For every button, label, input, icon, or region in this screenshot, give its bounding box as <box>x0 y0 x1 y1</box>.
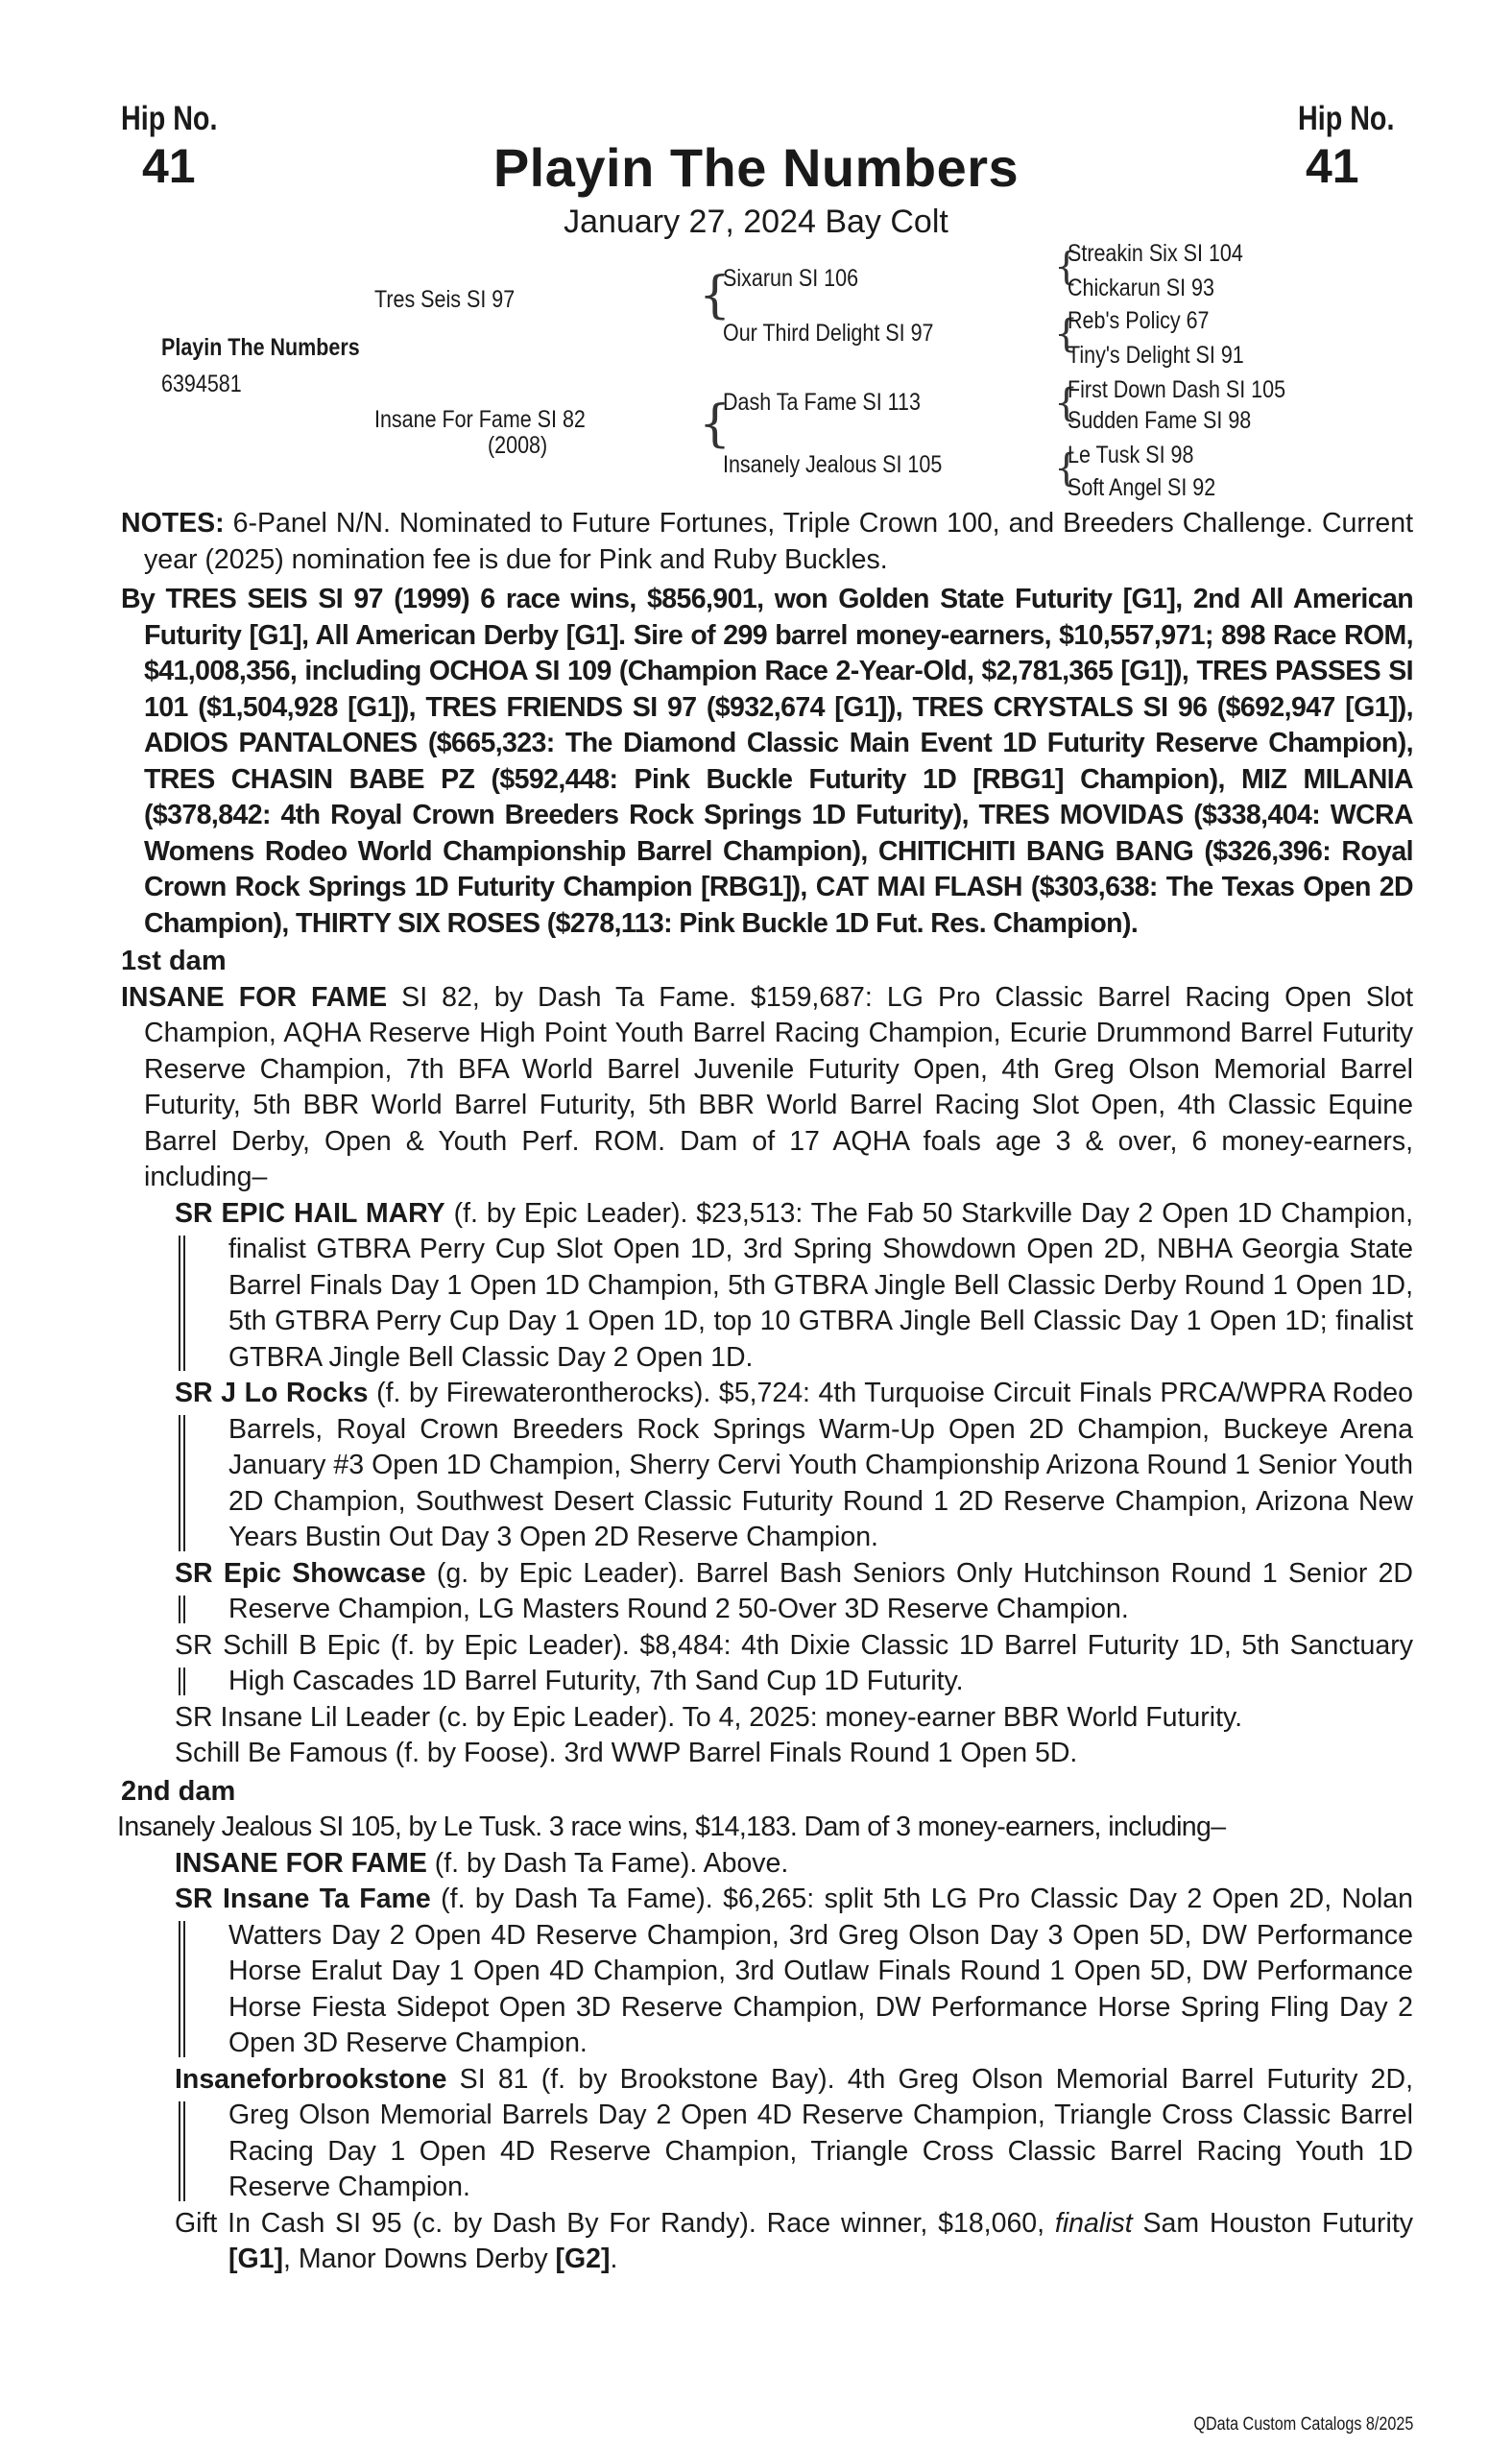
produce-text: (g. by Epic Leader). Barrel Bash Seniors Only Hutchinson Round 1 Senior 2D Reserve Champion, LG Masters Round 2 50-Over 3D Reserve Champion. <box>228 1557 1413 1624</box>
pedigree-sire: Tres Seis SI 97 <box>374 286 516 313</box>
second-dam-paragraph: Insanely Jealous SI 105, by Le Tusk. 3 race wins, $14,183. Dam of 3 money-earners, including– <box>117 1812 1226 1842</box>
produce-name: SR Insane Ta Fame <box>175 1884 431 1914</box>
pedigree-brace: { <box>1054 312 1079 356</box>
pedigree-dd-sire: Le Tusk SI 98 <box>1068 442 1194 468</box>
pedigree-subject-name: Playin The Numbers <box>161 334 360 361</box>
grade-label: [G2] <box>555 2244 611 2274</box>
grade-label: [G1] <box>228 2244 283 2274</box>
pedigree-dam-sire: Dash Ta Fame SI 113 <box>723 389 921 416</box>
produce-entry <box>121 1700 1413 1737</box>
pedigree-brace: { <box>1054 446 1079 491</box>
pedigree-brace: { <box>1054 245 1079 289</box>
pedigree-brace: { <box>699 396 732 453</box>
pedigree-brace: { <box>699 267 732 324</box>
produce-text: (f. by Foose). 3rd WWP Barrel Finals Round 1 Open 5D. <box>387 1738 1078 1768</box>
produce-name: SR Schill B Epic <box>175 1629 381 1661</box>
produce-text: (f. by Dash Ta Fame). $6,265: split 5th LG Pro Classic Day 2 Open 2D, Nolan Watters Day 2 Open 4D Reserve Champion, 3rd Greg Olson Day 3 Open 5D, DW Performance Horse Eralut Day 1 Open 4D Champion, 3rd Outlaw Finals Round 1 Open 5D, DW Performance Horse Fiesta Sidepot Open 3D Reserve Champion, DW Performance Horse Spring Fling Day 2 Open 3D Reserve Champion. <box>228 1884 1413 2058</box>
pedigree-ss-dam: Chickarun SI 93 <box>1068 275 1214 301</box>
sire-paragraph: By TRES SEIS SI 97 (1999) 6 race wins, $856,901, won Golden State Futurity [G1], 2nd All American Futurity [G1], All American Derby [G1]. Sire of 299 barrel money-earners, $10,557,971; 898 Race ROM, $41,008,356, including OCHOA SI 109 (Champion Race 2-Year-Old, $2,781,365 [G1]), TRES PASSES SI 101 ($1,504,928 [G1]), TRES FRIENDS SI 97 ($932,674 [G1]), TRES CRYSTALS SI 96 ($692,947 [G1]), ADIOS PANTALONES ($665,323: The Diamond Classic Main Event 1D Futurity Reserve Champion), TRES CHASIN BABE PZ ($592,448: Pink Buckle Futurity 1D [RBG1] Champion), MIZ MILANIA ($378,842: 4th Royal Crown Breeders Rock Springs 1D Futurity), TRES MOVIDAS ($338,404: WCRA Womens Rodeo World Championship Barrel Champion), CHITICHITI BANG BANG ($326,396: Royal Crown Rock Springs 1D Futurity Champion [RBG1]), CAT MAI FLASH ($303,638: The Texas Open 2D Champion), THIRTY SIX ROSES ($278,113: Pink Buckle 1D Fut. Res. Champion). <box>121 584 1413 939</box>
hip-number-left: 41 <box>142 139 196 193</box>
hip-label-right: Hip No. <box>1298 100 1395 137</box>
pedigree-sd-sire: Reb's Policy 67 <box>1068 307 1210 334</box>
notes-paragraph <box>121 506 1413 578</box>
produce-text: (c. by Epic Leader). To 4, 2025: money-earner BBR World Futurity. <box>430 1701 1243 1733</box>
notes-label: NOTES: <box>121 508 225 539</box>
produce-entry <box>121 1736 1413 1772</box>
produce-name: Schill Be Famous <box>175 1738 388 1768</box>
produce-entry <box>121 1556 1413 1628</box>
produce-text: SI 95 (c. by Dash By For Randy). Race winner, $18,060, <box>324 2207 1055 2239</box>
pedigree-ds-sire: First Down Dash SI 105 <box>1068 376 1286 403</box>
pedigree-dam-dam: Insanely Jealous SI 105 <box>723 451 943 478</box>
produce-name: SR EPIC HAIL MARY <box>175 1197 445 1229</box>
first-dam-paragraph <box>121 980 1413 1196</box>
pedigree-ss-sire: Streakin Six SI 104 <box>1068 240 1243 267</box>
produce-text-italic: finalist <box>1054 2207 1133 2239</box>
produce-entry <box>121 1882 1413 2062</box>
produce-entry <box>121 2206 1413 2278</box>
produce-name: INSANE FOR FAME <box>175 1847 427 1879</box>
produce-entry <box>121 1376 1413 1556</box>
produce-text: Sam Houston Futurity <box>1132 2207 1413 2239</box>
produce-entry <box>121 1846 1413 1883</box>
first-dam-text: SI 82, by Dash Ta Fame. $159,687: LG Pro Classic Barrel Racing Open Slot Champion, AQHA Reserve High Point Youth Barrel Racing Champion, Ecurie Drummond Barrel Futurity Reserve Champion, 7th BFA World Barrel Juvenile Futurity Open, 4th Greg Olson Memorial Barrel Futurity, 5th BBR World Barrel Futurity, 5th BBR World Barrel Racing Slot Open, 4th Classic Equine Barrel Derby, Open & Youth Perf. ROM. Dam of 17 AQHA foals age 3 & over, 6 money-earners, including– <box>144 981 1413 1192</box>
produce-name: Gift In Cash <box>175 2207 325 2239</box>
produce-name: SR J Lo Rocks <box>175 1378 369 1408</box>
pedigree-dam: Insane For Fame SI 82 <box>374 406 586 433</box>
produce-text: . <box>610 2244 618 2274</box>
notes-text: 6-Panel N/N. Nominated to Future Fortunes, Triple Crown 100, and Breeders Challenge. Current year (2025) nomination fee is due for Pink and Ruby Buckles. <box>144 508 1413 575</box>
second-dam-heading: 2nd dam <box>121 1775 236 1807</box>
footer-credit: QData Custom Catalogs 8/2025 <box>1193 2414 1413 2435</box>
produce-name: SR Insane Lil Leader <box>175 1701 431 1733</box>
pedigree-dd-dam: Soft Angel SI 92 <box>1068 474 1216 501</box>
pedigree-sd-dam: Tiny's Delight SI 91 <box>1068 342 1244 369</box>
hip-label-left: Hip No. <box>121 100 218 137</box>
first-dam-heading: 1st dam <box>121 946 227 976</box>
catalog-body <box>117 506 1414 2278</box>
pedigree-brace: { <box>1054 381 1079 425</box>
produce-text: (f. by Epic Leader). $8,484: 4th Dixie Classic 1D Barrel Futurity 1D, 5th Sanctuary High Cascades 1D Barrel Futurity, 7th Sand Cup 1D Futurity. <box>228 1629 1413 1696</box>
produce-text: (f. by Dash Ta Fame). Above. <box>426 1847 789 1879</box>
produce-name: Insaneforbrookstone <box>175 2063 447 2095</box>
pedigree-sire-dam: Our Third Delight SI 97 <box>723 320 934 347</box>
page-subtitle: January 27, 2024 Bay Colt <box>564 204 948 240</box>
produce-text: , Manor Downs Derby <box>283 2244 556 2274</box>
produce-name: SR Epic Showcase <box>175 1557 426 1589</box>
produce-entry <box>121 1628 1413 1700</box>
produce-text: (f. by Firewaterontherocks). $5,724: 4th Turquoise Circuit Finals PRCA/WPRA Rodeo Barrels, Royal Crown Breeders Rock Springs Warm-Up Open 2D Champion, Buckeye Arena January #3 Open 1D Champion, Sherry Cervi Youth Championship Arizona Round 1 Senior Youth 2D Champion, Southwest Desert Classic Futurity Round 1 2D Reserve Champion, Arizona New Years Bustin Out Day 3 Open 2D Reserve Champion. <box>228 1378 1414 1552</box>
produce-text: SI 81 (f. by Brookstone Bay). 4th Greg Olson Memorial Barrel Futurity 2D, Greg Olson Memorial Barrels Day 2 Open 4D Reserve Champion, Triangle Cross Classic Barrel Racing Day 1 Open 4D Reserve Champion, Triangle Cross Classic Barrel Racing Youth 1D Reserve Champion. <box>228 2063 1413 2202</box>
page-title: Playin The Numbers <box>492 137 1020 198</box>
pedigree-ds-dam: Sudden Fame SI 98 <box>1068 407 1252 434</box>
pedigree-dam-year: (2008) <box>488 432 548 459</box>
produce-entry <box>121 1196 1413 1377</box>
pedigree-subject-id: 6394581 <box>161 371 242 397</box>
produce-entry <box>121 2062 1413 2206</box>
pedigree-sire-sire: Sixarun SI 106 <box>723 265 859 292</box>
hip-number-right: 41 <box>1306 139 1359 193</box>
first-dam-name: INSANE FOR FAME <box>121 981 388 1013</box>
produce-text: (f. by Epic Leader). $23,513: The Fab 50 Starkville Day 2 Open 1D Champion, finalist GTBRA Perry Cup Slot Open 1D, 3rd Spring Showdown Open 2D, NBHA Georgia State Barrel Finals Day 1 Open 1D Champion, 5th GTBRA Jingle Bell Classic Derby Round 1 Open 1D, 5th GTBRA Perry Cup Day 1 Open 1D, top 10 GTBRA Jingle Bell Classic Day 1 Open 1D; finalist GTBRA Jingle Bell Classic Day 2 Open 1D. <box>228 1197 1414 1373</box>
